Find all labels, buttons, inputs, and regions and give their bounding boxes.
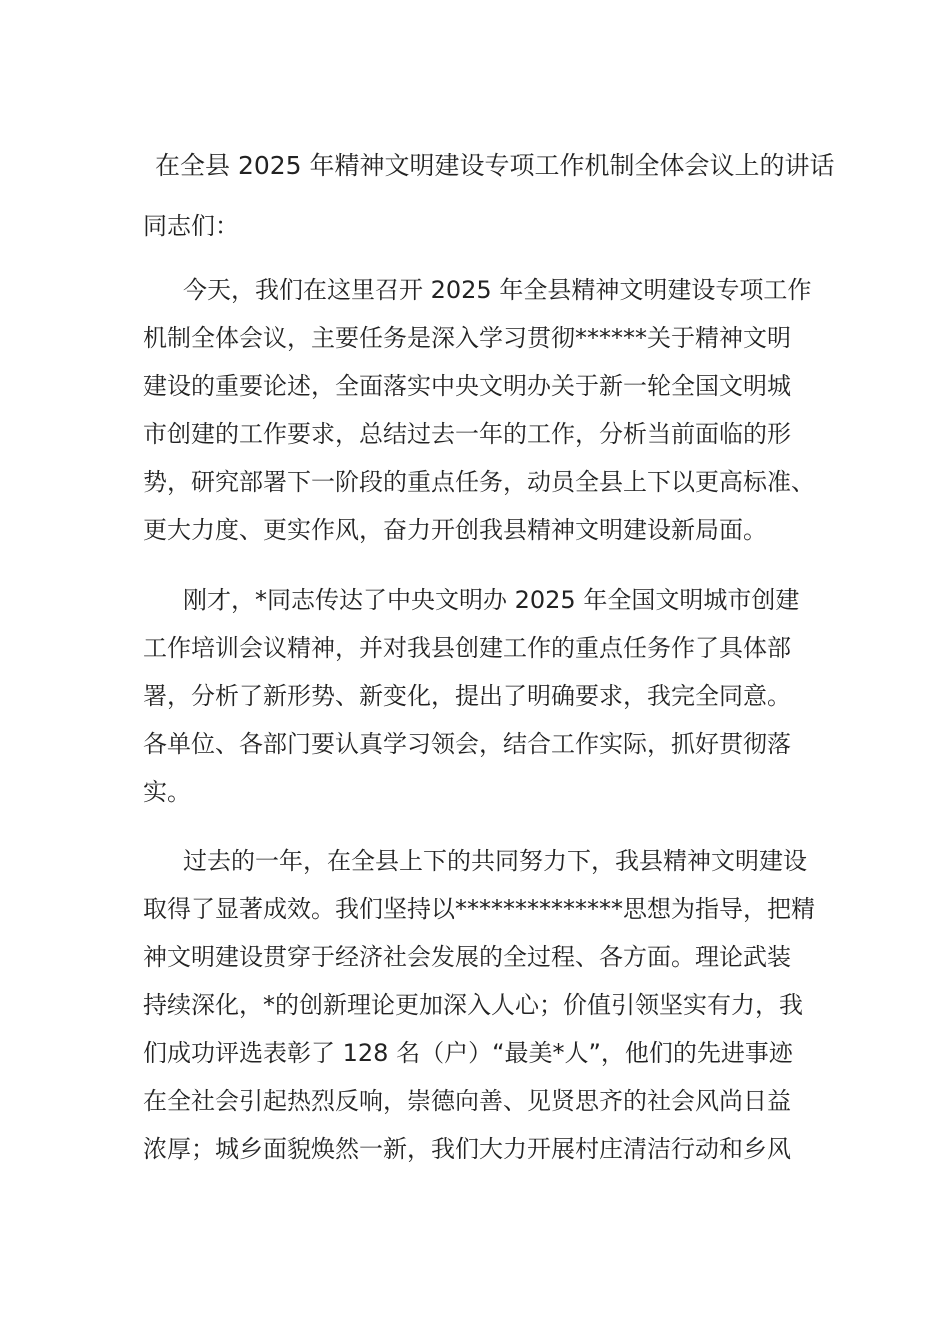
- paragraph-line: 过去的一年，在全县上下的共同努力下，我县精神文明建设: [183, 847, 807, 875]
- paragraph-line: 建设的重要论述，全面落实中央文明办关于新一轮全国文明城: [143, 372, 791, 400]
- paragraph-line: 机制全体会议，主要任务是深入学习贯彻******关于精神文明: [143, 324, 791, 352]
- document-title: 在全县 2025 年精神文明建设专项工作机制全体会议上的讲话: [155, 151, 835, 180]
- paragraph-line: 工作培训会议精神，并对我县创建工作的重点任务作了具体部: [143, 634, 791, 662]
- paragraph-line: 持续深化，*的创新理论更加深入人心；价值引领坚实有力，我: [143, 991, 803, 1019]
- paragraph-line: 们成功评选表彰了 128 名（户）“最美*人”，他们的先进事迹: [143, 1039, 793, 1067]
- paragraph-line: 更大力度、更实作风，奋力开创我县精神文明建设新局面。: [143, 516, 767, 544]
- paragraph-line: 今天，我们在这里召开 2025 年全县精神文明建设专项工作: [183, 276, 812, 304]
- paragraph-line: 神文明建设贯穿于经济社会发展的全过程、各方面。理论武装: [143, 943, 791, 971]
- paragraph-line: 浓厚；城乡面貌焕然一新，我们大力开展村庄清洁行动和乡风: [143, 1135, 791, 1163]
- paragraph-line: 署，分析了新形势、新变化，提出了明确要求，我完全同意。: [143, 682, 791, 710]
- paragraph-3: [143, 837, 815, 1173]
- paragraph-line: 实。: [143, 778, 191, 806]
- paragraph-line: 市创建的工作要求，总结过去一年的工作，分析当前面临的形: [143, 420, 791, 448]
- paragraph-2: [143, 576, 815, 816]
- salutation: 同志们：: [143, 212, 239, 240]
- paragraph-line: 在全社会引起热烈反响，崇德向善、见贤思齐的社会风尚日益: [143, 1087, 791, 1115]
- paragraph-line: 刚才，*同志传达了中央文明办 2025 年全国文明城市创建: [183, 586, 800, 614]
- paragraph-line: 取得了显著成效。我们坚持以**************思想为指导，把精: [143, 895, 815, 923]
- paragraph-line: 势，研究部署下一阶段的重点任务，动员全县上下以更高标准、: [143, 468, 815, 496]
- paragraph-1: [143, 266, 815, 554]
- paragraph-line: 各单位、各部门要认真学习领会，结合工作实际，抓好贯彻落: [143, 730, 791, 758]
